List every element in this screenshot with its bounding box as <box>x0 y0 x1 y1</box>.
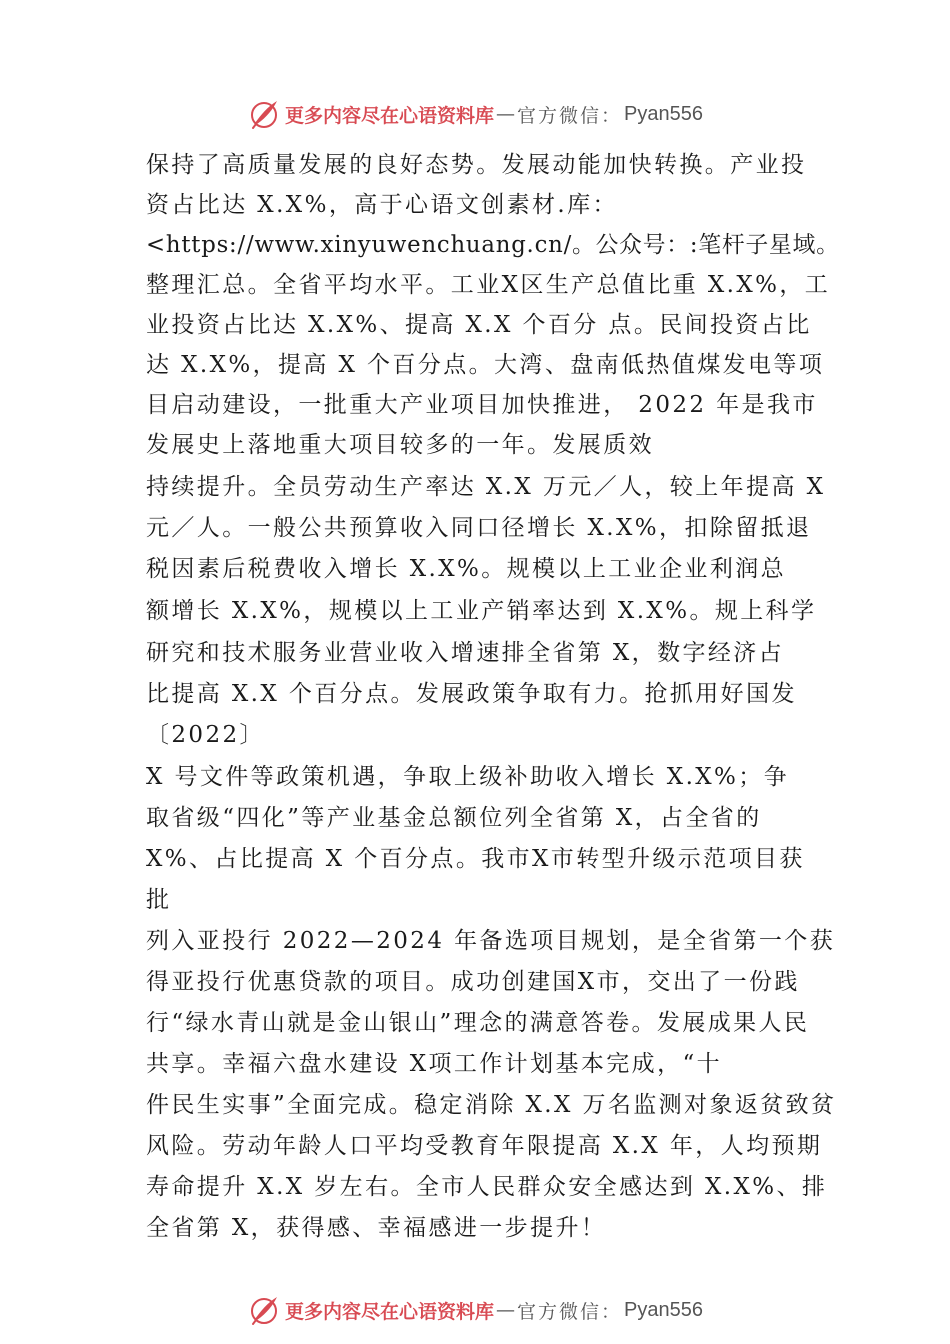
body-line: 达 X.X%，提高 X 个百分点。大湾、盘南低热值煤发电等项 <box>146 352 825 378</box>
body-line: 业投资占比达 X.X%、提高 X.X 个百分 点。民间投资占比 <box>146 312 812 338</box>
body-line: 持续提升。全员劳动生产率达 X.X 万元／人，较上年提高 X <box>146 474 826 500</box>
footer-brand-text: 更多内容尽在心语资料库 <box>285 1300 495 1323</box>
body-line: 寿命提升 X.X 岁左右。全市人民群众安全感达到 X.X%、排 <box>146 1174 828 1200</box>
feather-pen-logo-icon <box>247 1293 281 1327</box>
header-banner <box>0 94 950 134</box>
body-line: 保持了高质量发展的良好态势。发展动能加快转换。产业投 <box>146 152 807 178</box>
header-brand-text: 更多内容尽在心语资料库 <box>285 104 495 127</box>
body-line: 额增长 X.X%，规模以上工业产销率达到 X.X%。规上科学 <box>146 598 817 624</box>
body-line: X%、占比提高 X 个百分点。我市X市转型升级示范项目获 <box>146 846 805 872</box>
body-line: 资占比达 X.X%，高于心语文创素材.库： <box>146 192 618 218</box>
body-line: 取省级“四化”等产业基金总额位列全省第 X，占全省的 <box>146 805 762 831</box>
body-line: 发展史上落地重大项目较多的一年。发展质效 <box>146 432 654 458</box>
header-wechat-handle: Pyan556 <box>624 102 703 125</box>
feather-pen-logo-icon <box>247 97 281 131</box>
body-line: 得亚投行优惠贷款的项目。成功创建国X市，交出了一份践 <box>146 969 800 995</box>
body-line: X 号文件等政策机遇，争取上级补助收入增长 X.X%；争 <box>146 764 790 790</box>
body-line: 目启动建设，一批重大产业项目加快推进， 2022 年是我市 <box>146 392 818 418</box>
footer-banner <box>0 1290 950 1330</box>
body-line: 税因素后税费收入增长 X.X%。规模以上工业企业利润总 <box>146 556 787 582</box>
body-line: 元／人。一般公共预算收入同口径增长 X.X%，扣除留抵退 <box>146 515 812 541</box>
footer-official-label: 官方微信： <box>517 1300 623 1323</box>
body-line: 风险。劳动年龄人口平均受教育年限提高 X.X 年，人均预期 <box>146 1133 823 1159</box>
body-line: <https://www.xinyuwenchuang.cn/。公众号：:笔杆子星域。 <box>146 232 840 258</box>
body-line: 整理汇总。全省平均水平。工业X区生产总值比重 X.X%，工 <box>146 272 831 298</box>
body-line: 〔2022〕 <box>146 722 265 748</box>
body-line: 比提高 X.X 个百分点。发展政策争取有力。抢抓用好国发 <box>146 681 797 707</box>
header-official-label: 官方微信： <box>517 104 623 127</box>
footer-dash: — <box>496 1299 516 1321</box>
body-line: 研究和技术服务业营业收入增速排全省第 X，数字经济占 <box>146 640 785 666</box>
body-line: 批 <box>146 887 172 913</box>
body-line: 列入亚投行 2022—2024 年备选项目规划，是全省第一个获 <box>146 928 836 954</box>
body-line: 全省第 X，获得感、幸福感进一步提升！ <box>146 1215 607 1241</box>
footer-wechat-handle: Pyan556 <box>624 1298 703 1321</box>
body-line: 行“绿水青山就是金山银山”理念的满意答卷。发展成果人民 <box>146 1010 810 1036</box>
body-line: 件民生实事”全面完成。稳定消除 X.X 万名监测对象返贫致贫 <box>146 1092 837 1118</box>
header-dash: — <box>496 103 516 125</box>
body-line: 共享。幸福六盘水建设 X项工作计划基本完成，“十 <box>146 1051 723 1077</box>
